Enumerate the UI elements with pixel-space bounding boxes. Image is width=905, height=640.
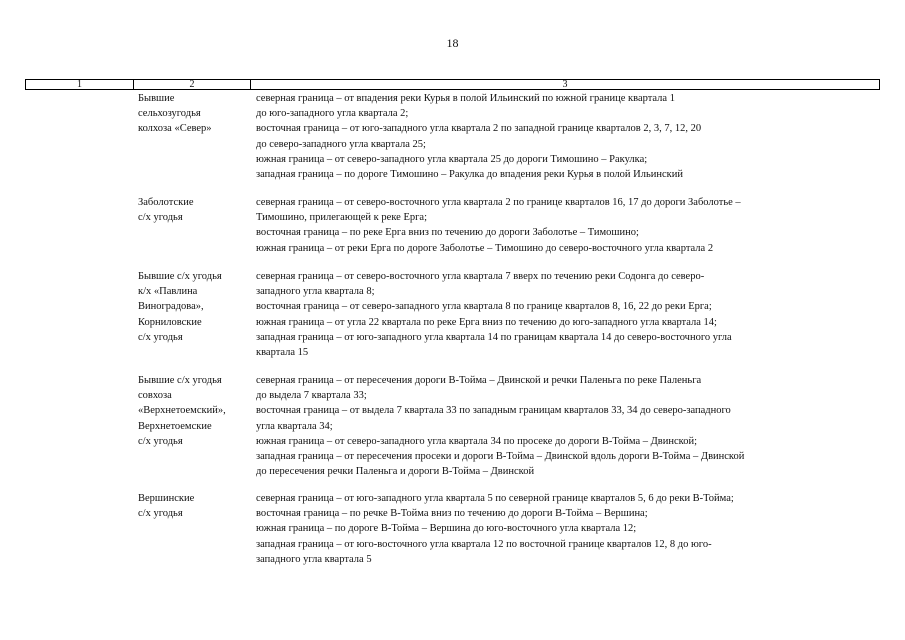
boundary-description-line: южная граница – от северо-западного угла квартала 34 по просеке до дороги В-Тойма – Двинской;: [256, 435, 697, 447]
column-header-2: 2: [134, 80, 251, 89]
boundary-description-line: Тимошино, прилегающей к реке Ерга;: [256, 212, 427, 224]
boundary-description-line: западная граница – от юго-восточного угла квартала 12 по восточной границе кварталов 12, 8 до юго-: [256, 538, 712, 550]
land-name-line: совхоза: [138, 390, 172, 402]
land-name-line: «Верхнетоемский»,: [138, 405, 226, 417]
boundary-description-line: восточная граница – по речке В-Тойма вниз по течению до дороги В-Тойма – Вершина;: [256, 508, 648, 520]
boundary-description-cell: [256, 91, 876, 182]
land-name-line: с/х угодья: [138, 331, 183, 343]
boundary-description-line: северная граница – от северо-восточного угла квартала 2 по границе кварталов 16, 17 до дороги Заболотье –: [256, 197, 741, 208]
land-name-line: с/х угодья: [138, 212, 183, 224]
land-name-line: Бывшие: [138, 93, 175, 104]
boundary-description-line: северная граница – от пересечения дороги В-Тойма – Двинской и речки Паленьга по реке Паленьга: [256, 375, 702, 386]
boundary-description-line: северная граница – от северо-восточного угла квартала 7 вверх по течению реки Содонга до северо-: [256, 271, 705, 282]
land-name-line: Корниловские: [138, 316, 202, 328]
column-header-3: 3: [562, 79, 568, 90]
boundary-description-cell: [256, 373, 876, 479]
land-name-line: Бывшие с/х угодья: [138, 271, 222, 282]
boundary-description-line: восточная граница – от северо-западного угла квартала 8 по границе кварталов 8, 16, 22 до реки Ерга;: [256, 301, 712, 313]
boundary-description-line: западного угла квартала 8;: [256, 286, 375, 298]
land-name-line: Виноградова»,: [138, 301, 204, 313]
boundary-description-line: западного угла квартала 5: [256, 553, 372, 565]
boundary-description-line: западная граница – от юго-западного угла квартала 14 по границам квартала 14 до северо-восточного угла: [256, 331, 732, 343]
land-name-cell: [138, 269, 253, 345]
column-header-1: 1: [26, 80, 134, 89]
land-name-line: Бывшие с/х угодья: [138, 375, 222, 386]
boundary-description-line: южная граница – от северо-западного угла квартала 25 до дороги Тимошино – Ракулка;: [256, 153, 648, 165]
land-name-line: к/х «Павлина: [138, 286, 198, 298]
boundary-description-line: до юго-западного угла квартала 2;: [256, 108, 409, 120]
boundary-description-line: южная граница – от угла 22 квартала по реке Ерга вниз по течению до юго-западного угла квартала 14;: [256, 316, 717, 328]
land-name-cell: [138, 491, 253, 521]
boundary-description-line: до северо-западного угла квартала 25;: [256, 138, 426, 150]
boundary-description-line: западная граница – по дороге Тимошино – Ракулка до впадения реки Курья в полой Ильинский: [256, 168, 684, 180]
boundary-description-line: северная граница – от впадения реки Курья в полой Ильинский по южной границе квартала 1: [256, 93, 675, 104]
boundary-description-cell: [256, 491, 876, 567]
land-name-cell: [138, 91, 253, 137]
boundary-description-line: северная граница – от юго-западного угла квартала 5 по северной границе кварталов 5, 6 до реки В-Тойма;: [256, 493, 734, 504]
boundary-description-line: восточная граница – от выдела 7 квартала 33 по западным границам кварталов 33, 34 до северо-западного: [256, 405, 731, 417]
land-name-line: Верхнетоемские: [138, 420, 212, 432]
boundary-description-line: до пересечения речки Паленьга и дороги В-Тойма – Двинской: [256, 466, 535, 478]
boundary-description-cell: [256, 269, 876, 360]
boundary-description-line: угла квартала 34;: [256, 420, 333, 432]
land-name-line: с/х угодья: [138, 435, 183, 447]
boundary-description-line: южная граница – по дороге В-Тойма – Вершина до юго-восточного угла квартала 12;: [256, 523, 637, 535]
land-name-line: колхоза «Север»: [138, 123, 212, 135]
boundary-description-line: квартала 15: [256, 346, 309, 358]
page-number: 18: [446, 36, 459, 50]
land-name-line: с/х угодья: [138, 508, 183, 520]
land-name-line: сельхозугодья: [138, 108, 201, 120]
land-name-line: Заболотские: [138, 197, 194, 208]
boundary-description-line: восточная граница – от юго-западного угла квартала 2 по западной границе кварталов 2, 3, 7, 12, 20: [256, 123, 702, 135]
land-name-line: Вершинские: [138, 493, 195, 504]
boundary-description-line: до выдела 7 квартала 33;: [256, 390, 367, 402]
table-header-row: [25, 79, 880, 90]
boundary-description-cell: [256, 195, 876, 256]
boundary-description-line: западная граница – от пересечения просеки и дороги В-Тойма – Двинской вдоль дороги В-Тойма – Двинской: [256, 450, 745, 462]
boundary-description-line: восточная граница – по реке Ерга вниз по течению до дороги Заболотье – Тимошино;: [256, 227, 639, 239]
land-name-cell: [138, 195, 253, 225]
boundary-description-line: южная граница – от реки Ерга по дороге Заболотье – Тимошино до северо-восточного угла квартала 2: [256, 242, 714, 254]
land-name-cell: [138, 373, 253, 449]
